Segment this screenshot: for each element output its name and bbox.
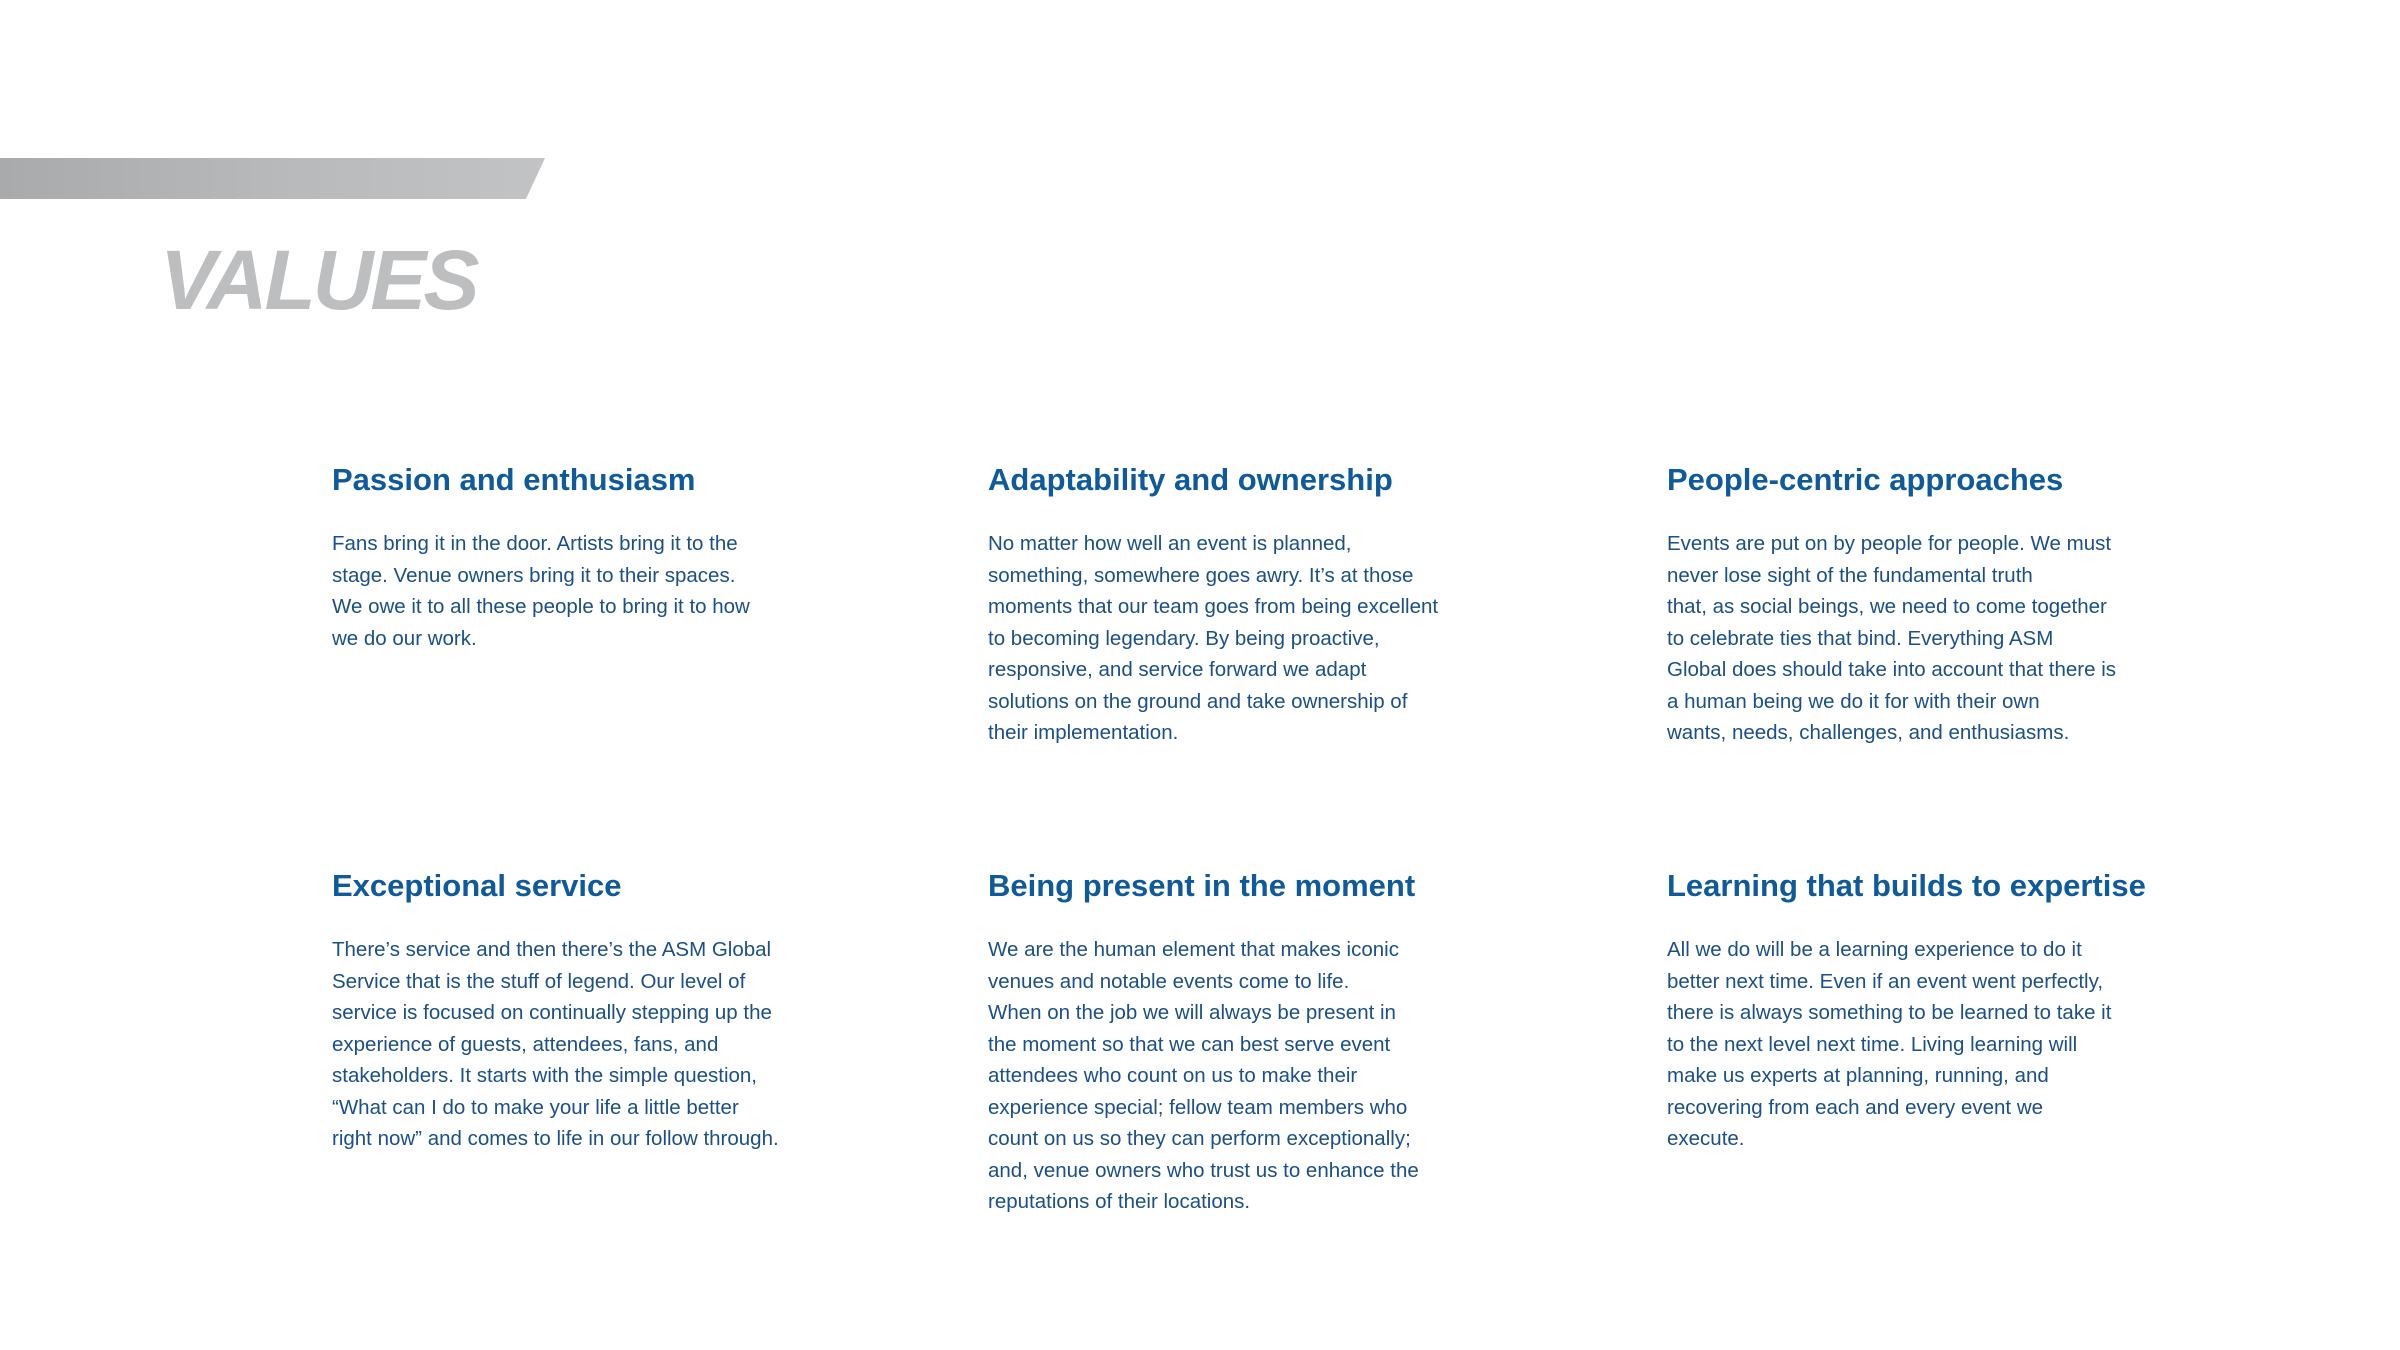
value-description: All we do will be a learning experience to do it better next time. Even if an event went perfectly, there is always something to be learned to take it to the next level next time. Living learning will make us experts at planning, running, and recovering from each and every event we execute. xyxy=(1667,938,2112,1150)
value-description: Fans bring it in the door. Artists bring it to the stage. Venue owners bring it to their spaces. We owe it to all these people to bring it to how we do our work. xyxy=(332,532,750,650)
header-accent-bar xyxy=(0,158,545,199)
value-people-centric-approaches xyxy=(1667,460,2157,749)
value-being-present-in-the-moment xyxy=(988,866,1478,1218)
value-description: There’s service and then there’s the ASM Global Service that is the stuff of legend. Our level of service is focused on continually stepping up the experience of guests, attendees, fans, and stakeholders. It starts with the simple question, “What can I do to make your life a little better right now” and comes to life in our follow through. xyxy=(332,938,779,1150)
value-description: No matter how well an event is planned, something, somewhere goes awry. It’s at those moments that our team goes from being excellent to becoming legendary. By being proactive, responsive, and service forward we adapt solutions on the ground and take ownership of their implementation. xyxy=(988,532,1439,744)
value-heading: Adaptability and ownership xyxy=(988,462,1393,497)
value-adaptability-and-ownership xyxy=(988,460,1478,749)
value-heading: Being present in the moment xyxy=(988,868,1416,903)
value-heading: Exceptional service xyxy=(332,868,622,903)
value-heading: Passion and enthusiasm xyxy=(332,462,696,497)
value-passion-and-enthusiasm xyxy=(332,460,822,654)
page-title: VALUES xyxy=(160,233,477,327)
value-description: Events are put on by people for people. We must never lose sight of the fundamental truth that, as social beings, we need to come together to celebrate ties that bind. Everything ASM Global does should take into account that there is a human being we do it for with their own wants, needs, challenges, and enthusiasms. xyxy=(1667,532,2117,744)
value-description: We are the human element that makes iconic venues and notable events come to life. When on the job we will always be present in the moment so that we can best serve event attendees who count on us to make their experience special; fellow team members who count on us so they can perform exceptionally; and, venue owners who trust us to enhance the reputations of their locations. xyxy=(988,938,1419,1213)
value-exceptional-service xyxy=(332,866,822,1155)
value-learning-that-builds-to-expertise xyxy=(1667,866,2157,1155)
value-heading: Learning that builds to expertise xyxy=(1667,868,2146,903)
value-heading: People-centric approaches xyxy=(1667,462,2064,497)
